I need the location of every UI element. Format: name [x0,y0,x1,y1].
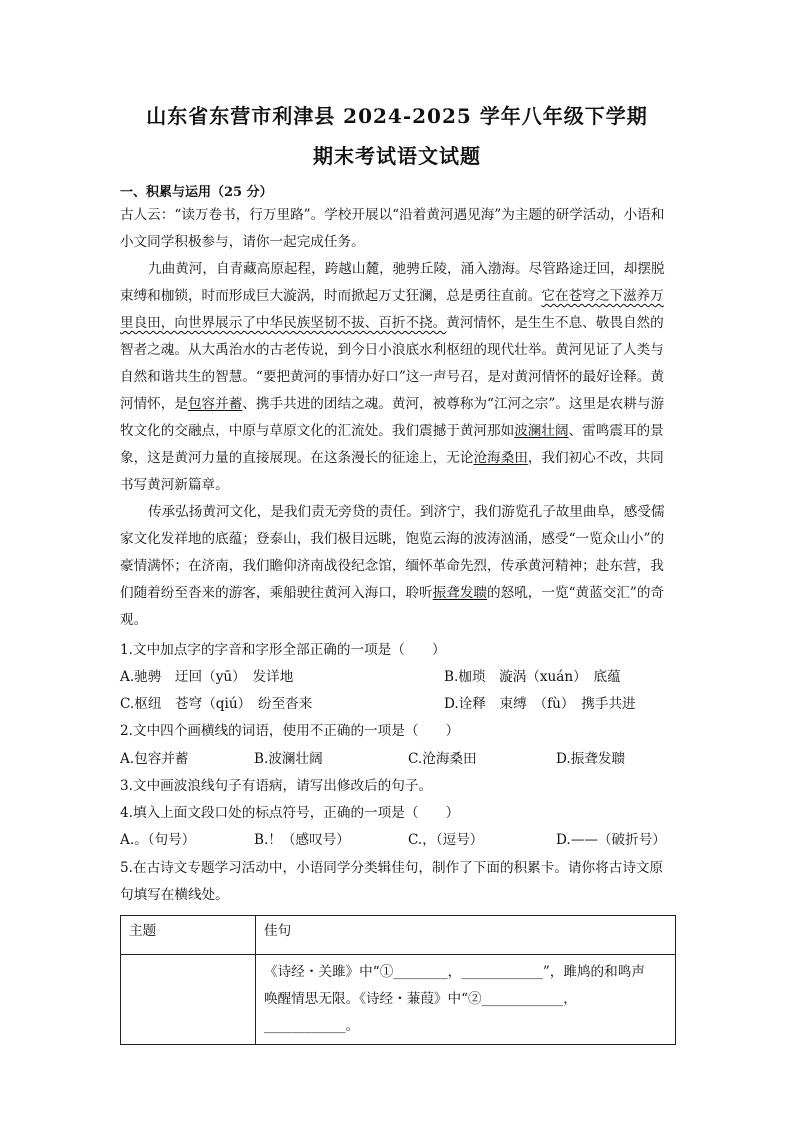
underlined-word-2: 波澜壮阔 [514,423,569,439]
underlined-word-4: 振聋发聩 [432,585,488,601]
q4-option-c: C.，（逗号） [408,832,484,848]
q4-option-a: A.。（句号） [120,832,196,848]
q2-option-d: D.振聋发聩 [556,751,626,767]
passage-paragraph-1 [120,256,676,499]
question-3: 3.文中画波浪线句子有语病，请写出修改后的句子。 [120,778,433,794]
card-header-lines: 佳句 [256,916,676,955]
passage2-text-a: 传承弘扬黄河文化，是我们责无旁贷的责任。到济宁，我们游览孔子故里曲阜，感受儒家文化发祥地的底蕴；登泰山，我们极目远眺，饱览云海的波涛汹涌，感受“一览众山小”的豪情满怀；在济南，我们瞻仰济南战役纪念馆，缅怀革命先烈，传承黄河精神；赴东营，我们随着纷至沓来的游客，乘船驶往黄河入海口，聆听 [120,504,665,601]
accumulation-card-table [120,915,676,1045]
q1-option-a: A.驰骋 迂回（yū） 发详地 [120,669,294,685]
q2-option-a: A.包容并蓄 [120,751,189,767]
q1-option-b: B.枷琐 漩涡（xuán） 底蕴 [444,669,621,685]
card-row1-lines [256,955,676,1045]
intro-paragraph: 古人云：“读万卷书，行万里路”。学校开展以“沿着黄河遇见海”为主题的研学活动，小语和小文同学积极参与，请你一起完成任务。 [120,207,665,250]
card-header-theme: 主题 [121,916,256,955]
underlined-word-1: 包容并蓄 [187,396,243,412]
passage1-text-b: 黄河情怀，是生生不息、敬畏自然的智者之魂。从大禹治水的古老传说，到今日小浪底水利枢纽的现代壮举。黄河见证了人类与自然和谐共生的智慧。“要把黄河的事情办好口”这一声号召，是对黄河情怀的最好诠释。黄河情怀，是 [120,315,665,412]
wavy-underlined-sentence: 它在苍穹之下滋养万里良田，向世界展示了中华民族坚韧不拔、百折不挠。 [120,288,664,331]
passage1-text-c: 、携手共进的团结之魂。黄河，被尊称为“江河之宗”。这里是农耕与游牧文化的交融点，中原与草原文化的汇流处。我们震撼于黄河那如 [120,396,665,439]
passage1-text-d: 、雷鸣震耳的景象，这是黄河力量的直接展现。在这条漫长的征途上，无论 [120,423,664,466]
question-2: 2.文中四个画横线的词语，使用不正确的一项是（ ） [120,723,460,739]
question-4: 4.填入上面文段口处的标点符号，正确的一项是（ ） [120,805,460,821]
question-5: 5.在古诗文专题学习活动中，小语同学分类辑佳句，制作了下面的积累卡。请你将古诗文原句填写在横线处。 [120,860,664,903]
q4-option-d: D.——（破折号） [556,832,666,848]
passage2-text-b: 的怒吼，一览“黄蓝交汇”的奇观。 [120,585,665,628]
q2-option-b: B.波澜壮阔 [254,751,323,767]
card-row1-line1: 《诗经・关雎》中“①________，____________”，雎鸠的和鸣声 [264,964,645,980]
passage1-text-e: ，我们初心不改，共同书写黄河新篇章。 [120,450,664,493]
passage-paragraph-2 [120,499,676,634]
q1-option-c: C.枢纽 苍穹（qiú） 纷至沓来 [120,696,313,712]
underlined-word-3: 沧海桑田 [473,450,528,466]
section-heading: 一、积累与运用（25 分） [120,185,273,200]
passage1-text-a: 九曲黄河，自青藏高原起程，跨越山麓，驰骋丘陵，涌入渤海。尽管路途迂回，却摆脱束缚和枷锁，时而形成巨大漩涡，时而掀起万丈狂澜，总是勇往直前。 [120,261,665,304]
q4-option-b: B.！（感叹号） [254,832,350,848]
card-row1-line2: 唤醒情思无限。《诗经・蒹葭》中“②____________，____________。 [264,991,577,1034]
q2-option-c: C.沧海桑田 [408,751,477,767]
exam-title-line2: 期末考试语文试题 [313,144,481,168]
question-1: 1.文中加点字的字音和字形全部正确的一项是（ ） [120,642,446,658]
q1-option-d: D.诠释 束缚 （fù） 携手共进 [444,696,636,712]
exam-title-line1: 山东省东营市利津县 2024-2025 学年八年级下学期 [146,104,648,128]
card-row1-theme [121,955,256,1045]
